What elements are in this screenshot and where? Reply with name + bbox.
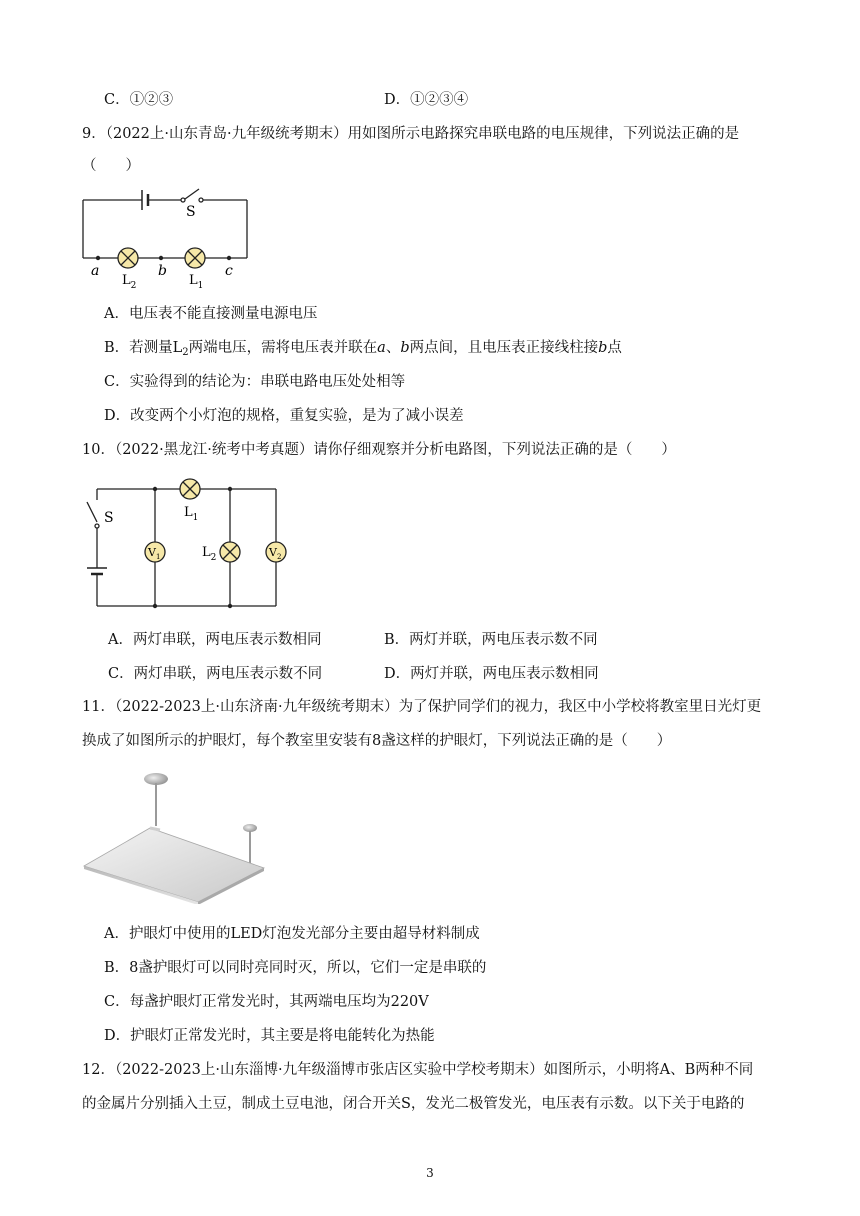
q11-option-d: D．护眼灯正常发光时，其主要是将电能转化为热能 [104,1028,435,1044]
q9-lamp-l2-label: $L_2$ [122,273,137,291]
q10-lamp-l2-label: $L_2$ [202,545,217,563]
q8-option-c: C．①②③ [104,92,174,108]
q11-option-a: A．护眼灯中使用的LED灯泡发光部分主要由超导材料制成 [104,926,480,942]
q10-option-b: B．两灯并联，两电压表示数不同 [384,632,598,648]
q9-point-a: a [91,263,100,279]
q8-option-d: D．①②③④ [384,92,469,108]
q11-stem-line2: 换成了如图所示的护眼灯，每个教室里安装有8盏这样的护眼灯，下列说法正确的是（ ） [82,733,672,749]
q9-circuit-diagram [78,180,258,292]
q11-stem-line1: 11．（2022-2023上·山东济南·九年级统考期末）为了保护同学们的视力，我区中小学校将教室里日光灯更 [82,699,762,715]
q10-option-d: D．两灯并联，两电压表示数相同 [384,666,599,682]
q9-switch-label: S [186,204,196,220]
q9-point-c: c [225,263,233,279]
q12-stem-line1: 12．（2022-2023上·山东淄博·九年级淄博市张店区实验中学校考期末）如图所示，小明将A、B两种不同 [82,1062,754,1078]
q11-eye-protection-lamp-image [80,768,320,904]
q9-stem: 9．（2022上·山东青岛·九年级统考期末）用如图所示电路探究串联电路的电压规律，下列说法正确的是 [82,126,740,142]
q9-answer-paren: （ ） [82,158,140,174]
q9-option-c: C．实验得到的结论为：串联电路电压处处相等 [104,374,406,390]
q9-option-a: A．电压表不能直接测量电源电压 [104,306,318,322]
page-number: 3 [426,1166,434,1180]
q11-option-b: B．8盏护眼灯可以同时亮同时灭，所以，它们一定是串联的 [104,960,487,976]
q10-switch-label: S [104,510,114,526]
q10-stem: 10．（2022·黑龙江·统考中考真题）请你仔细观察并分析电路图，下列说法正确的是（ ） [82,442,676,458]
q10-circuit-diagram [80,474,306,614]
q10-option-c: C．两灯串联，两电压表示数不同 [108,666,323,682]
q12-stem-line2: 的金属片分别插入土豆，制成土豆电池，闭合开关S，发光二极管发光，电压表有示数。以下关于电路的 [82,1096,745,1112]
q9-option-d: D．改变两个小灯泡的规格，重复实验，是为了减小误差 [104,408,464,424]
q9-point-b: b [158,263,167,279]
q11-option-c: C．每盏护眼灯正常发光时，其两端电压均为220V [104,994,429,1010]
q9-lamp-l1-label: $L_1$ [189,273,204,291]
q9-option-b: B．若测量$L_2$两端电压，需将电压表并联在a、b两点间，且电压表正接线柱接b点 [104,340,622,358]
q10-option-a: A．两灯串联，两电压表示数相同 [108,632,322,648]
q10-lamp-l1-label: $L_1$ [184,505,199,523]
q10-voltmeter-v2-label: $V_2$ [269,546,282,561]
q10-voltmeter-v1-label: $V_1$ [148,546,161,561]
